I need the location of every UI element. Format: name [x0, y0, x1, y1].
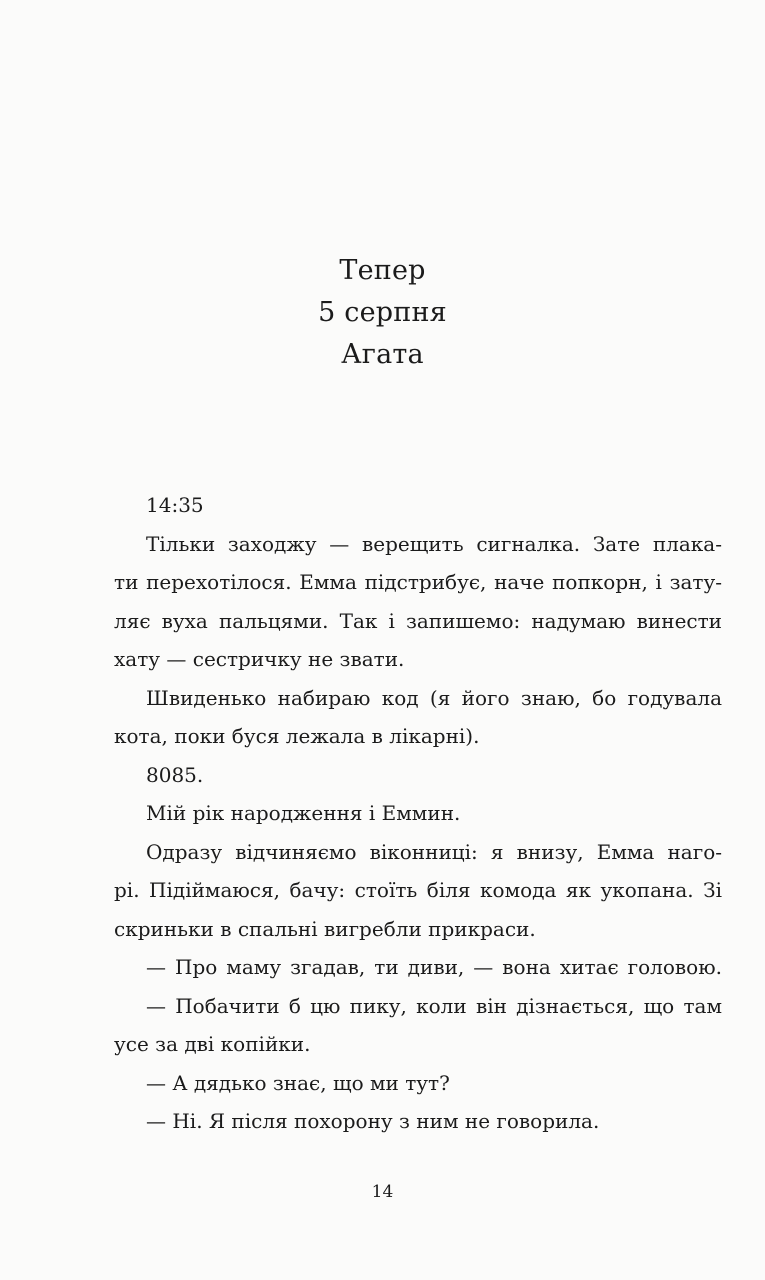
- body-text: [114, 486, 722, 1141]
- text-line: — Побачити б цю пику, коли він дізнається, що там: [146, 993, 722, 1018]
- heading-character-name: Агата: [341, 339, 424, 370]
- text-line: — Про маму згадав, ти диви, — вона хитає головою.: [146, 955, 722, 979]
- heading-date: 5 серпня: [318, 297, 447, 328]
- text-line: — Ні. Я після похорону з ним не говорила.: [146, 1109, 600, 1133]
- chapter-heading: [0, 250, 765, 376]
- heading-time-label: Тепер: [339, 255, 426, 286]
- text-line: ляє вуха пальцями. Так і запишемо: надумаю винести: [114, 608, 722, 633]
- page-number: 14: [371, 1182, 394, 1202]
- text-line: Тільки заходжу — верещить сигналка. Зате плака-: [146, 531, 722, 556]
- text-line: — А дядько знає, що ми тут?: [146, 1070, 450, 1095]
- text-line: рі. Підіймаюся, бачу: стоїть біля комода як укопана. Зі: [114, 878, 722, 902]
- text-line: Одразу відчиняємо віконниці: я внизу, Емма наго-: [146, 839, 722, 864]
- text-line: скриньки в спальні вигребли прикраси.: [114, 916, 536, 941]
- text-line: Мій рік народження і Еммин.: [146, 801, 461, 825]
- text-line: 14:35: [146, 493, 204, 517]
- text-line: ти перехотілося. Емма підстрибує, наче попкорн, і зату-: [114, 570, 722, 594]
- text-line: Швиденько набираю код (я його знаю, бо годувала: [146, 685, 722, 710]
- text-line: усе за дві копійки.: [114, 1032, 311, 1056]
- text-line: хату — сестричку не звати.: [114, 647, 405, 671]
- text-line: кота, поки буся лежала в лікарні).: [114, 724, 480, 748]
- text-line: 8085.: [146, 762, 204, 787]
